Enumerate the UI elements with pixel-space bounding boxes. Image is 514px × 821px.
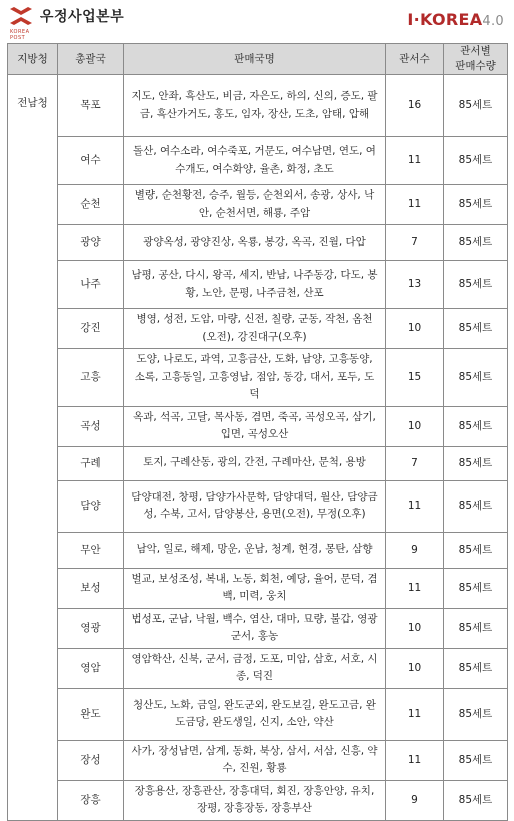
office-names-cell: 토지, 구례산동, 광의, 간전, 구례마산, 문척, 용방 <box>124 446 386 480</box>
quantity-cell: 85세트 <box>444 225 508 261</box>
table-row <box>8 349 508 407</box>
table-row <box>8 568 508 608</box>
office-names-cell: 지도, 안좌, 흑산도, 비금, 자은도, 하의, 신의, 증도, 팔금, 흑산가거도, 홍도, 임자, 장산, 도초, 암태, 압해 <box>124 75 386 137</box>
table-row <box>8 75 508 137</box>
quantity-cell: 85세트 <box>444 406 508 446</box>
quantity-cell: 85세트 <box>444 608 508 648</box>
quantity-cell: 85세트 <box>444 648 508 688</box>
office-names-cell: 남악, 일로, 해제, 망운, 운남, 청계, 현경, 몽탄, 삼향 <box>124 532 386 568</box>
table-row <box>8 608 508 648</box>
office-count-cell: 11 <box>386 740 444 780</box>
column-header-hq: 총괄국 <box>58 44 124 75</box>
hq-cell: 나주 <box>58 261 124 309</box>
office-count-cell: 11 <box>386 568 444 608</box>
table-row <box>8 648 508 688</box>
logo-title: 우정사업본부 <box>40 9 125 25</box>
office-names-cell: 옥과, 석곡, 고달, 목사동, 겸면, 죽곡, 곡성오곡, 삼기, 입면, 곡성오산 <box>124 406 386 446</box>
office-names-cell: 청산도, 노화, 금일, 완도군외, 완도보길, 완도고금, 완도금당, 완도생일, 신지, 소안, 약산 <box>124 688 386 740</box>
hq-cell: 완도 <box>58 688 124 740</box>
office-names-cell: 별량, 순천황전, 승주, 월등, 순천외서, 송광, 상사, 낙안, 순천서면, 해룡, 주암 <box>124 185 386 225</box>
office-names-cell: 돌산, 여수소라, 여수죽포, 거문도, 여수남면, 연도, 여수개도, 여수화양, 율촌, 화정, 초도 <box>124 137 386 185</box>
office-count-cell: 7 <box>386 225 444 261</box>
column-header-quantity: 관서별 판매수량 <box>444 44 508 75</box>
office-count-cell: 11 <box>386 480 444 532</box>
table-row <box>8 225 508 261</box>
table-row <box>8 532 508 568</box>
hq-cell: 목포 <box>58 75 124 137</box>
column-header-office-count: 관서수 <box>386 44 444 75</box>
column-header-region: 지방청 <box>8 44 58 75</box>
hq-cell: 영암 <box>58 648 124 688</box>
table-row <box>8 688 508 740</box>
office-names-cell: 도양, 나로도, 과역, 고흥금산, 도화, 남양, 고흥동양, 소록, 고흥동일, 고흥영남, 점암, 동강, 대서, 포두, 도덕 <box>124 349 386 407</box>
office-count-cell: 10 <box>386 406 444 446</box>
office-names-cell: 남평, 공산, 다시, 왕곡, 세지, 반남, 나주동강, 다도, 봉황, 노안, 문평, 나주금천, 산포 <box>124 261 386 309</box>
quantity-cell: 85세트 <box>444 780 508 820</box>
brand-mark <box>407 10 504 29</box>
table-row <box>8 137 508 185</box>
table-row <box>8 185 508 225</box>
office-count-cell: 10 <box>386 608 444 648</box>
page-header <box>0 0 514 42</box>
table-row <box>8 309 508 349</box>
logo-subtitle: KOREA POST <box>10 29 30 41</box>
office-count-cell: 11 <box>386 688 444 740</box>
table-row <box>8 480 508 532</box>
hq-cell: 무안 <box>58 532 124 568</box>
office-count-cell: 9 <box>386 780 444 820</box>
hq-cell: 장흥 <box>58 780 124 820</box>
hq-cell: 곡성 <box>58 406 124 446</box>
korea-post-logo <box>8 5 125 41</box>
hq-cell: 광양 <box>58 225 124 261</box>
quantity-cell: 85세트 <box>444 137 508 185</box>
table-row <box>8 740 508 780</box>
quantity-cell: 85세트 <box>444 532 508 568</box>
quantity-cell: 85세트 <box>444 309 508 349</box>
brand-version: 4.0 <box>482 14 504 29</box>
office-count-cell: 15 <box>386 349 444 407</box>
office-names-cell: 담양대전, 창평, 담양가사문학, 담양대덕, 월산, 담양금성, 수북, 고서, 담양봉산, 용면(오전), 무정(오후) <box>124 480 386 532</box>
office-names-cell: 광양옥성, 광양진상, 옥룡, 봉강, 옥곡, 진월, 다압 <box>124 225 386 261</box>
office-count-cell: 7 <box>386 446 444 480</box>
table-header-row <box>8 44 508 75</box>
office-names-cell: 사가, 장성남면, 삼계, 동화, 북상, 삼서, 서삼, 신흥, 약수, 진원, 황룡 <box>124 740 386 780</box>
office-names-cell: 법성포, 군남, 낙월, 백수, 염산, 대마, 묘량, 불갑, 영광군서, 홍농 <box>124 608 386 648</box>
table-row <box>8 446 508 480</box>
table-row <box>8 780 508 820</box>
hq-cell: 고흥 <box>58 349 124 407</box>
quantity-cell: 85세트 <box>444 480 508 532</box>
hq-cell: 영광 <box>58 608 124 648</box>
office-count-cell: 13 <box>386 261 444 309</box>
quantity-cell: 85세트 <box>444 446 508 480</box>
office-count-cell: 9 <box>386 532 444 568</box>
table-body <box>8 75 508 821</box>
quantity-cell: 85세트 <box>444 568 508 608</box>
office-names-cell: 영암학산, 신북, 군서, 금정, 도포, 미암, 삼호, 서호, 시종, 덕진 <box>124 648 386 688</box>
office-names-cell: 벌교, 보성조성, 복내, 노동, 회천, 예당, 율어, 문덕, 겸백, 미력, 웅치 <box>124 568 386 608</box>
quantity-cell: 85세트 <box>444 349 508 407</box>
quantity-cell: 85세트 <box>444 75 508 137</box>
office-count-cell: 16 <box>386 75 444 137</box>
hq-cell: 담양 <box>58 480 124 532</box>
sales-table <box>7 43 508 821</box>
brand-name: I·KOREA <box>407 10 483 29</box>
table-row <box>8 406 508 446</box>
hq-cell: 장성 <box>58 740 124 780</box>
hq-cell: 강진 <box>58 309 124 349</box>
column-header-office-names: 판매국명 <box>124 44 386 75</box>
quantity-cell: 85세트 <box>444 740 508 780</box>
quantity-cell: 85세트 <box>444 688 508 740</box>
office-names-cell: 장흥용산, 장흥관산, 장흥대덕, 회진, 장흥안양, 유치, 장평, 장흥장동, 장흥부산 <box>124 780 386 820</box>
hq-cell: 순천 <box>58 185 124 225</box>
office-count-cell: 10 <box>386 648 444 688</box>
quantity-cell: 85세트 <box>444 185 508 225</box>
office-count-cell: 11 <box>386 137 444 185</box>
office-count-cell: 10 <box>386 309 444 349</box>
hq-cell: 구례 <box>58 446 124 480</box>
office-names-cell: 병영, 성전, 도암, 마량, 신전, 칠량, 군동, 작천, 옴천(오전), 강진대구(오후) <box>124 309 386 349</box>
korea-post-emblem-icon <box>8 5 34 41</box>
quantity-cell: 85세트 <box>444 261 508 309</box>
region-cell: 전남청 <box>8 75 58 821</box>
hq-cell: 보성 <box>58 568 124 608</box>
hq-cell: 여수 <box>58 137 124 185</box>
office-count-cell: 11 <box>386 185 444 225</box>
table-row <box>8 261 508 309</box>
